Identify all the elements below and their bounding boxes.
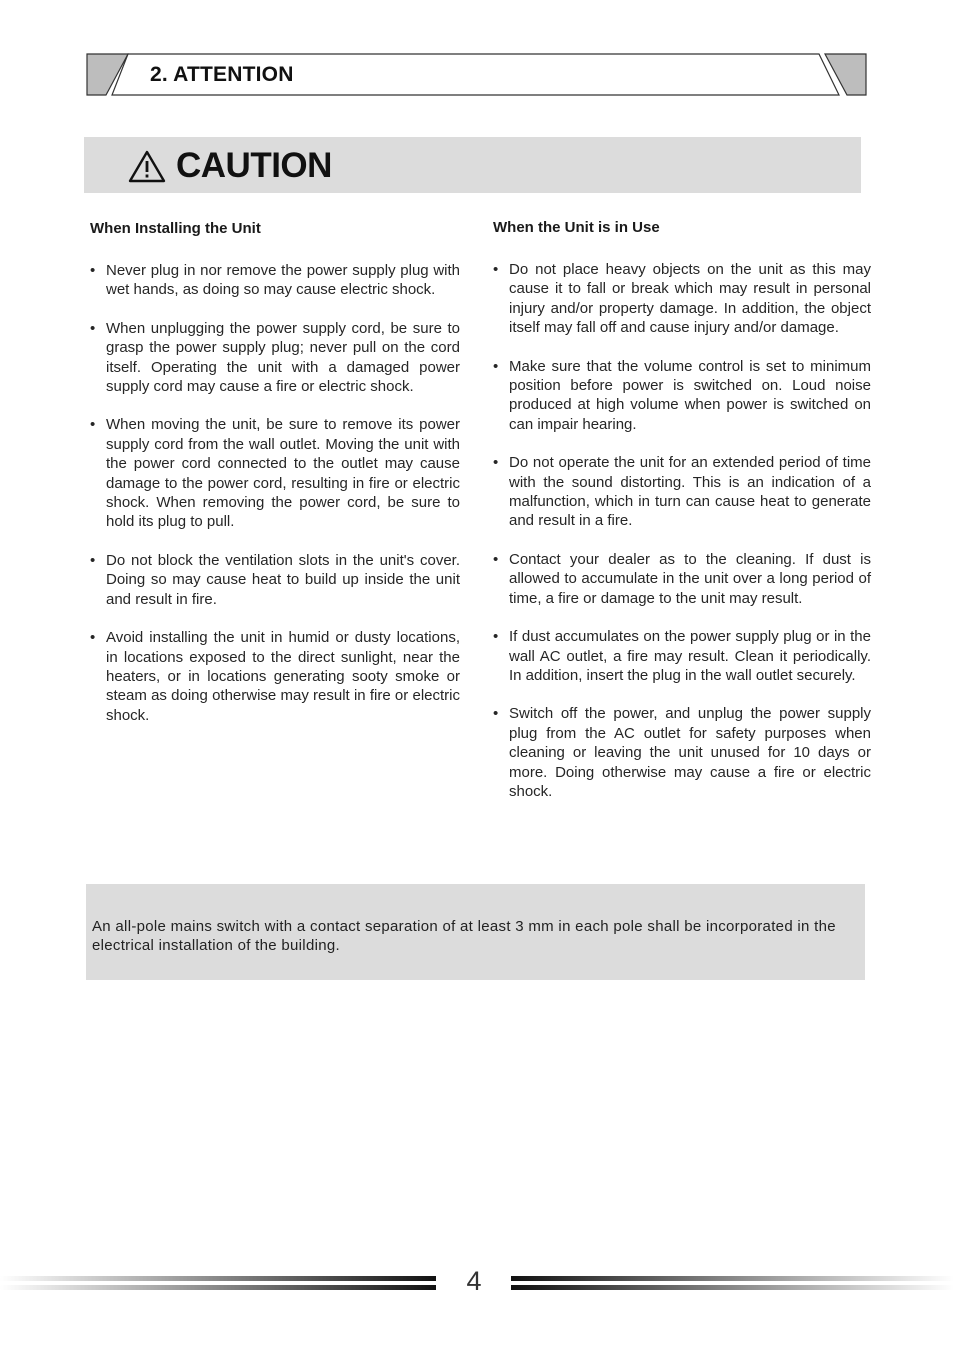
caution-title: CAUTION [176,146,332,185]
in-use-heading: When the Unit is in Use [493,219,660,236]
installing-list [90,261,460,725]
list-item: • If dust accumulates on the power supply plug or in the wall AC outlet, a fire may result. Clean it periodically. In addition, insert the plug in the wall outlet securely. [493,627,871,685]
list-item: • Do not operate the unit for an extended period of time with the sound distorting. This is an indication of a malfunction, which in turn can cause heat to generate and result in a fire. [493,453,871,531]
in-use-list [493,260,871,801]
list-item: • When unplugging the power supply cord, be sure to grasp the power supply plug; never pull on the cord itself. Operating the unit with a damaged power supply cord may cause a fire or electric shock. [90,319,460,397]
mains-switch-note [86,884,865,980]
installing-heading: When Installing the Unit [90,220,261,237]
list-item: • Switch off the power, and unplug the power supply plug from the AC outlet for safety purposes when cleaning or leaving the unit unused for 10 days or more. Doing otherwise may cause a fire or electric shock. [493,704,871,801]
caution-banner [84,137,861,193]
list-item: • Do not place heavy objects on the unit as this may cause it to fall or break which may result in personal injury and/or property damage. In addition, the object itself may fall off and cause injury and/or damage. [493,260,871,338]
list-item: • Make sure that the volume control is set to minimum position before power is switched on. Loud noise produced at high volume when power is switched on can impair hearing. [493,357,871,435]
installing-column [90,218,460,744]
page-footer [0,1262,954,1302]
list-item: • Do not block the ventilation slots in the unit's cover. Doing so may cause heat to build up inside the unit and result in fire. [90,551,460,609]
list-item: • When moving the unit, be sure to remove its power supply cord from the wall outlet. Moving the unit with the power cord connected to the outlet may cause damage to the power cord, resulting in fire or electric shock. When removing the power cord, be sure to hold its plug to pull. [90,415,460,531]
page-number: 4 [466,1266,482,1296]
list-item: • Never plug in nor remove the power supply plug with wet hands, as doing so may cause electric shock. [90,261,460,300]
section-title: 2. ATTENTION [150,63,294,86]
section-header [86,53,867,96]
warning-triangle-icon [128,150,166,183]
list-item: • Contact your dealer as to the cleaning. If dust is allowed to accumulate in the unit over a long period of time, a fire or damage to the unit may result. [493,550,871,608]
list-item: • Avoid installing the unit in humid or dusty locations, in locations exposed to the direct sunlight, near the heaters, or in locations generating sooty smoke or steam as doing otherwise may result in fire or electric shock. [90,628,460,725]
note-text: An all-pole mains switch with a contact separation of at least 3 mm in each pole shall be incorporated in the electrical installation of the building. [92,918,836,954]
in-use-column [493,218,871,820]
